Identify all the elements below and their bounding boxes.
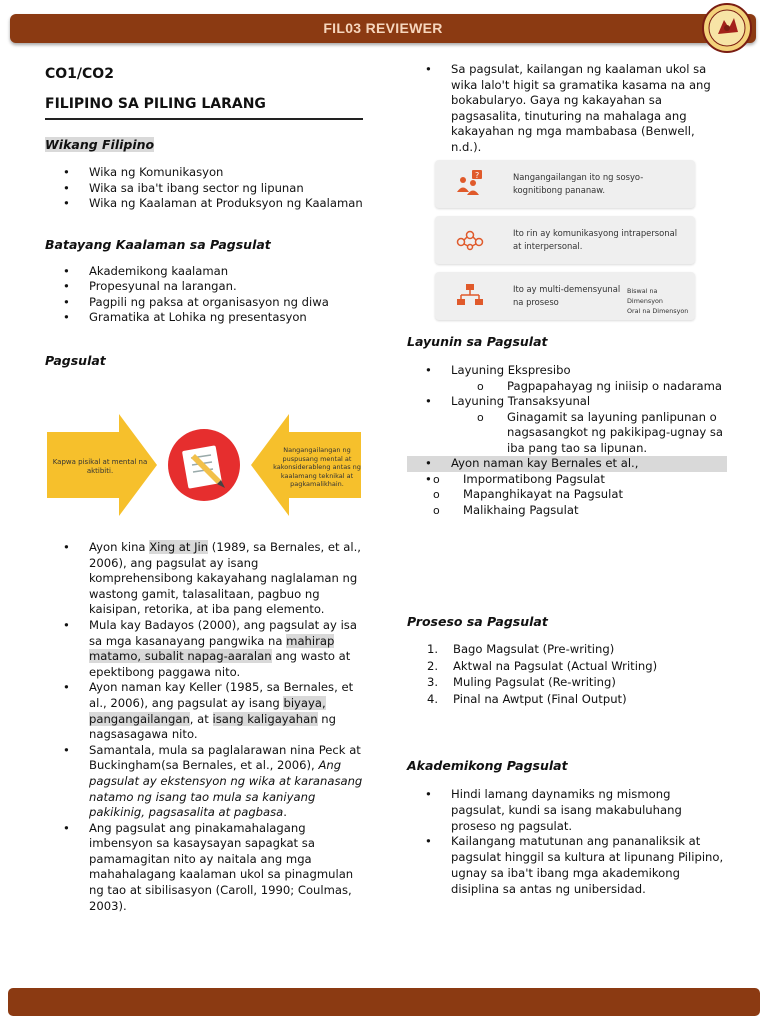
sub-list-item: o Malikhaing Pagsulat — [407, 503, 727, 519]
proseso-section — [407, 614, 727, 707]
svg-text:?: ? — [475, 171, 480, 180]
list-item: • Wika ng Komunikasyon — [45, 165, 363, 181]
akademiko-section — [407, 758, 727, 898]
network-icon — [455, 226, 485, 252]
list-item: • Ayon naman kay Keller (1985, sa Bernales, et al., 2006), ang pagsulat ay isang biyaya, pangangailangan, at isang kaligayahan ng nagsasagawa nito. — [45, 680, 363, 742]
batayang-list — [45, 264, 363, 326]
list-item: 3. Muling Pagsulat (Re-writing) — [427, 675, 616, 689]
layunin-section — [407, 334, 727, 518]
list-item: • Layuning Transaksyunal o Ginagamit sa layuning panlipunan o nagsasangkot ng pakikipag-ugnay sa iba pang tao sa lipunan. — [407, 394, 727, 456]
list-item: • Pagpili ng paksa at organisasyon ng diwa — [45, 295, 363, 311]
list-item: • Propesyunal na larangan. — [45, 279, 363, 295]
list-item — [407, 472, 727, 519]
co-heading: CO1/CO2 — [45, 66, 114, 82]
list-item: 2. Aktwal na Pagsulat (Actual Writing) — [427, 658, 658, 673]
right-column — [407, 62, 727, 156]
list-item: • Gramatika at Lohika ng presentasyon — [45, 310, 363, 326]
university-seal-icon — [698, 2, 756, 54]
definition-list — [45, 540, 363, 914]
list-item: • Wika ng Kaalaman at Produksyon ng Kaalaman — [45, 196, 363, 212]
header-bar — [10, 14, 756, 43]
list-item: • Samantala, mula sa paglalarawan nina Peck at Buckingham(sa Bernales, et al., 2006), Ang pagsulat ay ekstensyon ng wika at karanasang natamo ng isang tao mula sa kaniyang pakikinig, pagsasalita at pagbasa. — [45, 743, 363, 821]
pagsulat-definitions — [45, 540, 363, 914]
page-header-title: FIL03 REVIEWER — [323, 20, 443, 36]
footer-bar — [8, 988, 760, 1016]
list-item: • Wika sa iba't ibang sector ng lipunan — [45, 181, 363, 197]
sub-list-item: o Pagpapahayag ng iniisip o nadarama — [451, 379, 727, 395]
left-column — [45, 62, 363, 368]
list-item: • Ang pagsulat ang pinakamahalagang imbensyon sa kasaysayan sapagkat sa pamamagitan nito ay naitala ang mga mahahalagang kaalaman ukol sa pinagmulan ng tao at sibilisasyon (Caroll, 1990; Coulmas, 2003). — [45, 821, 363, 915]
dimension-labels: Biswal na Dimensyon Oral na Dimensyon — [627, 287, 689, 315]
intro-list — [407, 62, 727, 156]
info-box — [435, 216, 695, 264]
sub-list-item: o Mapanghikayat na Pagsulat — [407, 487, 727, 503]
list-item: 1. Bago Magsulat (Pre-writing) — [427, 642, 615, 656]
layunin-list — [407, 363, 727, 518]
pagsulat-graphic — [45, 414, 363, 516]
info-box — [435, 272, 695, 320]
list-item: • Sa pagsulat, kailangan ng kaalaman ukol sa wika lalo't higit sa gramatika kasama na ang bokabularyo. Gaya ng kakayahan sa pagsasalita, tinuturing na mahalaga ang kakayahan ng mga mambabasa (Benwell, n.d.). — [407, 62, 727, 156]
list-item: 4. Pinal na Awtput (Final Output) — [427, 691, 627, 706]
info-box-text: Ito rin ay komunikasyong intrapersonal at interpersonal. — [513, 228, 678, 251]
pagsulat-heading: Pagsulat — [45, 352, 106, 368]
batayang-kaalaman-heading: Batayang Kaalaman sa Pagsulat — [45, 236, 271, 252]
list-item: • Layuning Ekspresibo o Pagpapahayag ng iniisip o nadarama — [407, 363, 727, 394]
akademiko-list — [407, 787, 727, 898]
graphic-left-text: Kapwa pisikal at mental na aktibiti. — [52, 458, 148, 475]
people-question-icon — [455, 170, 485, 196]
proseso-heading: Proseso sa Pagsulat — [407, 614, 548, 629]
list-item: • Hindi lamang daynamiks ng mismong pagsulat, kundi sa isang makabuluhang proseso ng pagsulat. — [407, 787, 727, 834]
akademiko-heading: Akademikong Pagsulat — [407, 758, 568, 773]
list-item: • Kailangang matutunan ang pananaliksik at pagsulat hinggil sa kultura at lipunang Pilipino, ugnay sa iba't ibang mga akademikong disiplina sa antas ng unibersidad. — [407, 834, 727, 897]
list-item: • Ayon kina Xing at Jin (1989, sa Bernales, et al., 2006), ang pagsulat ay isang komprehensibong kakayahang naglalaman ng wastong gamit, talasalitaan, pagbuo ng kaisipan, retorika, at iba pang elemento. — [45, 540, 363, 618]
sub-list-item: o Ginagamit sa layuning panlipunan o nagsasangkot ng pakikipag-ugnay sa iba pang tao sa lipunan. — [451, 410, 727, 457]
layunin-heading: Layunin sa Pagsulat — [407, 334, 548, 349]
course-title: FILIPINO SA PILING LARANG — [45, 96, 363, 120]
list-item: • Akademikong kaalaman — [45, 264, 363, 280]
wikang-filipino-heading: Wikang Filipino — [45, 137, 155, 152]
info-box-text: Nangangailangan ito ng sosyo-kognitibong pananaw. — [513, 172, 644, 195]
sub-list-item: o • Impormatibong Pagsulat — [407, 472, 727, 488]
graphic-right-text: Nangangailangan ng puspusang mental at kakonsiderableng antas ng kaalamang teknikal at pagkamalikhain. — [273, 446, 361, 489]
info-box — [435, 160, 695, 208]
list-item: • Mula kay Badayos (2000), ang pagsulat ay isa sa mga kasanayang pangwika na mahirap matamo, subalit napag-aaralan ang wasto at epektibong paggawa nito. — [45, 618, 363, 680]
info-box-text: Ito ay multi-demensyunal na proseso — [513, 284, 621, 307]
hierarchy-icon — [455, 282, 485, 308]
proseso-list — [407, 641, 727, 707]
list-item: • Ayon naman kay Bernales et al., — [407, 456, 727, 472]
wika-list — [45, 165, 363, 212]
